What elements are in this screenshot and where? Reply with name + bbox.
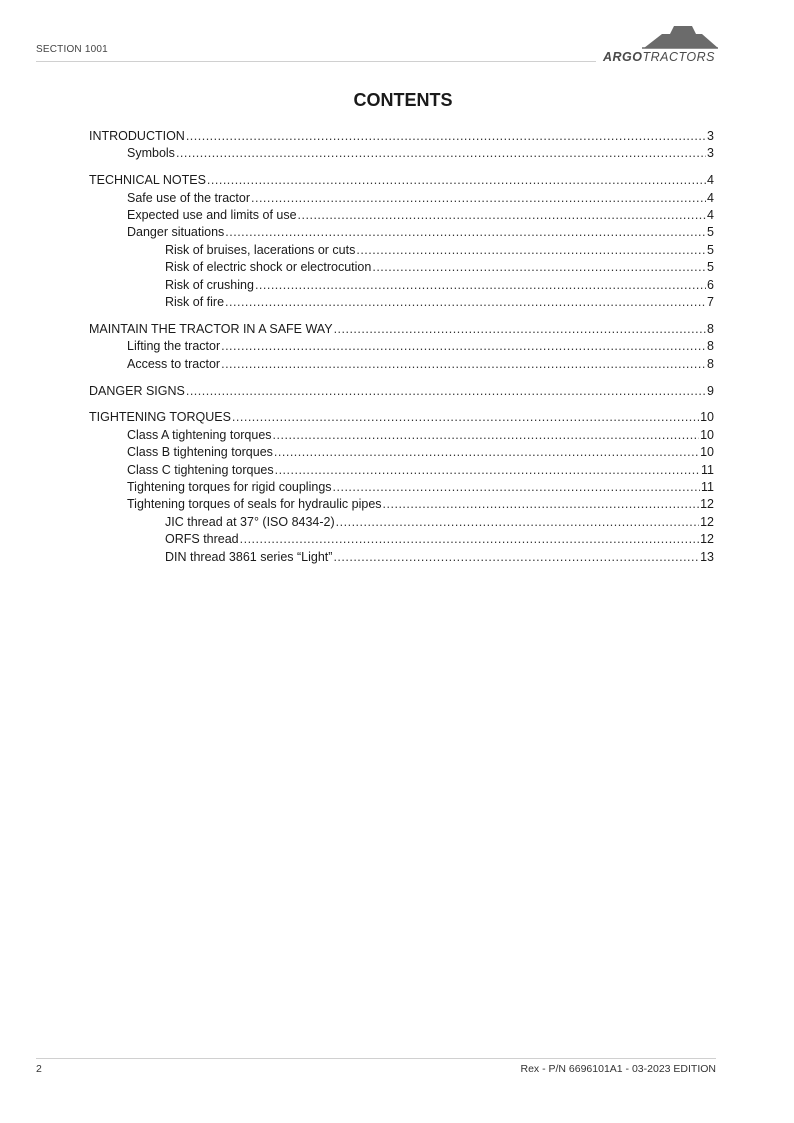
toc-entry-title: INTRODUCTION xyxy=(89,129,185,143)
toc-dot-leader xyxy=(176,145,706,162)
toc-entry-title: JIC thread at 37° (ISO 8434-2) xyxy=(165,514,335,529)
toc-entry[interactable] xyxy=(89,321,714,338)
toc-dot-leader xyxy=(240,531,699,548)
toc-entry[interactable] xyxy=(89,462,714,479)
toc-entry[interactable] xyxy=(89,128,714,145)
toc-dot-leader xyxy=(333,479,700,496)
toc-entry-title: MAINTAIN THE TRACTOR IN A SAFE WAY xyxy=(89,321,333,336)
argo-tractors-logo xyxy=(600,24,720,66)
edition-label: Rex - P/N 6696101A1 - 03-2023 EDITION xyxy=(520,1063,716,1075)
toc-entry[interactable] xyxy=(89,259,714,276)
page-title: CONTENTS xyxy=(353,90,453,110)
toc-dot-leader xyxy=(383,496,700,513)
footer-divider xyxy=(36,1058,716,1059)
toc-entry-title: Risk of fire xyxy=(165,295,225,310)
toc-entry[interactable] xyxy=(89,356,714,373)
toc-entry-page: 8 xyxy=(707,356,714,371)
section-label: SECTION 1001 xyxy=(36,44,108,55)
toc-dot-leader xyxy=(225,224,706,241)
toc-entry-page: 5 xyxy=(707,225,714,240)
toc-entry-page: 4 xyxy=(707,173,714,188)
toc-entry[interactable] xyxy=(89,531,714,548)
toc-dot-leader xyxy=(372,259,706,276)
toc-entry-title: Risk of bruises, lacerations or cuts xyxy=(165,242,356,257)
toc-entry-page: 7 xyxy=(707,295,714,310)
toc-entry-title: Safe use of the tractor xyxy=(127,190,250,205)
toc-entry[interactable] xyxy=(89,145,714,162)
toc-dot-leader xyxy=(207,172,706,189)
toc-entry-page: 10 xyxy=(700,410,714,425)
logo-wordmark xyxy=(603,50,715,64)
toc-entry-page: 5 xyxy=(707,242,714,257)
toc-dot-leader xyxy=(225,294,706,311)
toc-entry[interactable] xyxy=(89,172,714,189)
toc-entry[interactable] xyxy=(89,549,714,566)
toc-entry-page: 13 xyxy=(700,549,714,564)
toc-entry[interactable] xyxy=(89,514,714,531)
toc-dot-leader xyxy=(334,321,706,338)
toc-dot-leader xyxy=(274,444,699,461)
toc-entry-title: TIGHTENING TORQUES xyxy=(89,410,231,425)
toc-dot-leader xyxy=(232,409,699,426)
toc-entry-page: 4 xyxy=(707,208,714,223)
toc-entry[interactable] xyxy=(89,242,714,259)
toc-entry-title: Class C tightening torques xyxy=(127,462,274,477)
toc-entry-title: ORFS thread xyxy=(165,532,239,547)
table-of-contents xyxy=(89,128,714,566)
toc-entry-page: 10 xyxy=(700,427,714,442)
toc-entry[interactable] xyxy=(89,409,714,426)
toc-entry-title: Tightening torques of seals for hydraulic pipes xyxy=(127,497,382,512)
toc-dot-leader xyxy=(275,462,700,479)
toc-entry[interactable] xyxy=(89,224,714,241)
toc-entry[interactable] xyxy=(89,427,714,444)
toc-dot-leader xyxy=(251,190,706,207)
toc-entry[interactable] xyxy=(89,479,714,496)
tractor-cab-icon xyxy=(640,24,720,50)
toc-dot-leader xyxy=(333,549,699,566)
toc-entry-title: Class A tightening torques xyxy=(127,427,272,442)
toc-entry[interactable] xyxy=(89,277,714,294)
toc-entry[interactable] xyxy=(89,294,714,311)
toc-entry-page: 12 xyxy=(700,497,714,512)
toc-entry[interactable] xyxy=(89,496,714,513)
toc-entry-page: 11 xyxy=(701,480,714,495)
toc-entry-page: 6 xyxy=(707,277,714,292)
toc-entry-page: 12 xyxy=(700,532,714,547)
toc-entry[interactable] xyxy=(89,444,714,461)
toc-entry[interactable] xyxy=(89,383,714,400)
header-divider xyxy=(36,61,596,62)
toc-entry-title: Tightening torques for rigid couplings xyxy=(127,480,332,495)
toc-entry-page: 3 xyxy=(707,146,714,161)
logo-wordmark-light: TRACTORS xyxy=(642,50,716,64)
toc-dot-leader xyxy=(221,356,706,373)
logo-wordmark-bold: ARGO xyxy=(603,50,643,64)
page-number: 2 xyxy=(36,1063,42,1075)
toc-entry-title: TECHNICAL NOTES xyxy=(89,173,206,188)
toc-entry-page: 12 xyxy=(700,514,714,529)
toc-dot-leader xyxy=(186,128,706,145)
toc-entry-title: Risk of electric shock or electrocution xyxy=(165,260,372,275)
toc-entry-page: 5 xyxy=(707,260,714,275)
toc-dot-leader xyxy=(273,427,700,444)
toc-entry-page: 3 xyxy=(707,129,714,143)
toc-entry-title: DIN thread 3861 series “Light” xyxy=(165,549,333,564)
toc-entry-title: Lifting the tractor xyxy=(127,339,221,354)
toc-entry[interactable] xyxy=(89,338,714,355)
toc-entry-page: 8 xyxy=(707,321,714,336)
toc-entry-title: DANGER SIGNS xyxy=(89,383,185,398)
toc-entry-page: 10 xyxy=(700,445,714,460)
toc-dot-leader xyxy=(221,338,706,355)
toc-entry[interactable] xyxy=(89,190,714,207)
toc-entry[interactable] xyxy=(89,207,714,224)
toc-dot-leader xyxy=(255,277,706,294)
toc-entry-title: Class B tightening torques xyxy=(127,445,273,460)
toc-entry-title: Risk of crushing xyxy=(165,277,254,292)
toc-entry-title: Expected use and limits of use xyxy=(127,208,297,223)
toc-dot-leader xyxy=(186,383,706,400)
toc-entry-page: 11 xyxy=(701,462,714,477)
toc-entry-page: 8 xyxy=(707,339,714,354)
toc-entry-title: Danger situations xyxy=(127,225,225,240)
toc-dot-leader xyxy=(298,207,707,224)
toc-entry-page: 4 xyxy=(707,190,714,205)
toc-entry-title: Symbols xyxy=(127,146,175,161)
toc-entry-title: Access to tractor xyxy=(127,356,221,371)
toc-dot-leader xyxy=(356,242,706,259)
toc-entry-page: 9 xyxy=(707,383,714,398)
toc-dot-leader xyxy=(336,514,699,531)
